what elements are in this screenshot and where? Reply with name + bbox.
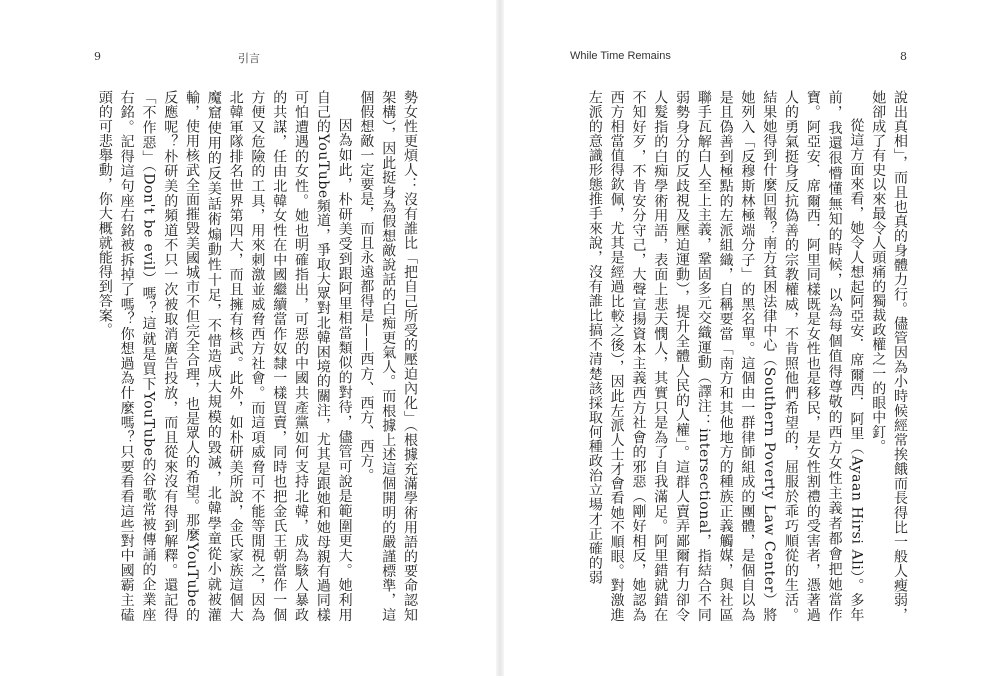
right-page bbox=[500, 0, 1000, 676]
right-paragraph-1: 說出真相」，而且也真的身體力行。儘管因為小時候經常挨餓而長得比一般人瘦弱，她卻成了有史以來最令人頭痛的獨裁政權之一的眼中釘。 bbox=[870, 90, 908, 622]
left-running-head: 引言 bbox=[238, 52, 260, 65]
left-paragraph-1: 勢女性更煩人：沒有誰比「把自己所受的壓迫內化」（根據充滿學術用語的要命認知架構），因此挺身為假想敵說話的白痴更氣人。而根據上述這個開明的嚴謹標準，這個假想敵一定要是，而且永遠都得是——西方、西方、西方。 bbox=[358, 90, 418, 622]
right-page-body bbox=[586, 90, 910, 622]
left-page-number: 9 bbox=[94, 50, 101, 63]
left-paragraph-2: 因為如此，朴研美受到跟阿里相當類似的對待，儘管可說是範圍更大。她利用自己的YouTube頻道，爭取大眾對北韓困境的關注，尤其是跟她和她母親有過同樣可怕遭遇的女性。她也明確指出，可惡的中國共產黨如何支持北韓，成為駭人暴政的共謀，任由北韓女性在中國繼續當作奴隸一樣買賣，同時也把金氏王朝當作一個方便又危險的工具，用來刺激並威脅西方社會。而這項威脅可不能等閒視之，因為北韓軍隊排名世界第四大，而且擁有核武。此外，如朴研美所說，金氏家族這個大魔窟使用的反美話術煽動性十足，不惜造成大規模的毀滅，北韓學童從小就被灌輸，使用核武全面摧毀美國城市不但完全合理，也是眾人的希望。那麼YouTube的反應呢？朴研美的頻道不只一次被取消廣告投放，而且從來沒有得到解釋。還記得「不作惡」（Don't be evil）嗎？這就是買下YouTube的谷歌常被傳誦的企業座右銘。記得這句座右銘被拆掉了嗎？你想過為什麼嗎？只要看看這些對中國霸主磕頭的可悲舉動，你大概就能得到答案。 bbox=[96, 90, 353, 622]
right-running-head: While Time Remains bbox=[570, 50, 671, 62]
left-page-body bbox=[90, 90, 420, 622]
right-paragraph-2: 從這方面來看，她令人想起阿亞安．席爾西．阿里（Ayaan Hirsi Ali）。多年前，我還很懵懂無知的時候，以為每個值得尊敬的西方女性主義者都會把她當作寶。阿亞安．席爾西．阿里同樣既是女性也是移民，是女性割禮的受害者，憑著過人的勇氣挺身反抗偽善的宗教權威，不肯照他們希望的，屈服於乖巧順從的生活。結果她得到什麼回報？南方貧困法律中心（Southern Poverty Law Center）將她列入「反穆斯林極端分子」的黑名單。這個由一群律師組成的團體，是個自以為是且偽善到極點的左派組織，自稱要當「南方和其他地方的種族正義觸媒，與社區聯手瓦解白人至上主義，鞏固多元交織運動（譯注：intersectional，指結合不同弱勢身分的反歧視及壓迫運動），提升全體人民的人權」。這群人賣弄鄙爾有力卻令人髮指的白痴學術用語，表面上悲天憫人，其實只是為了自我滿足。阿里錯就錯在不知好歹，不肯安分守己，大聲宣揚資本主義西方社會的邪惡（剛好相反，她認為西方相當值得欽佩，尤其是經過比較之後），因此左派人士才會看她不順眼。對激進左派的意識形態推手來說，沒有誰比搞不清楚該採取何種政治立場才正確的弱 bbox=[586, 90, 865, 622]
right-page-number: 8 bbox=[900, 50, 907, 63]
